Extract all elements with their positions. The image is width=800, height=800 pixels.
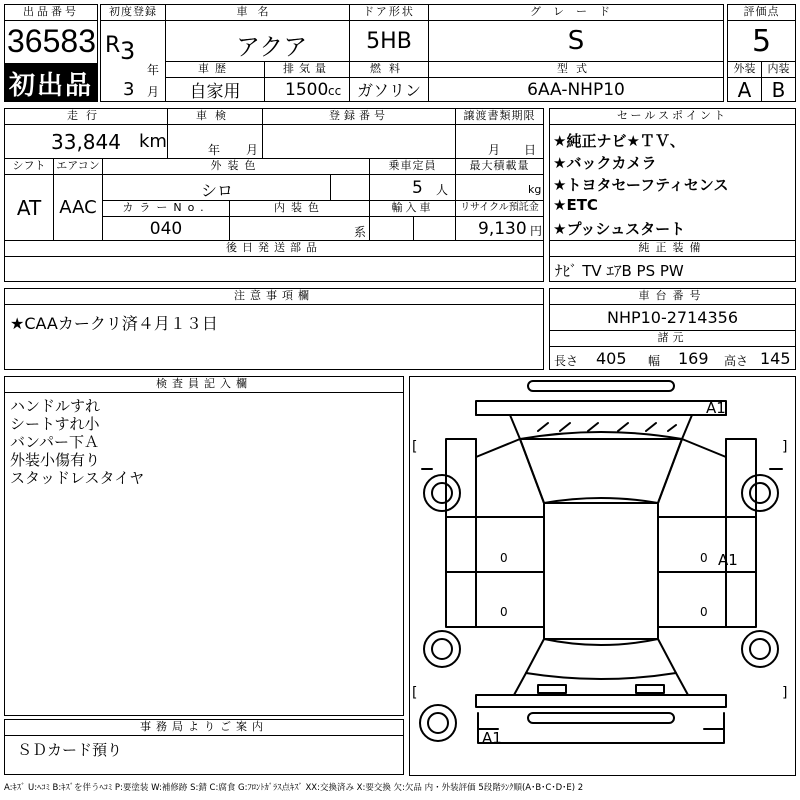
recycle-cell xyxy=(455,216,544,241)
inspector-line-1: ハンドルすれ xyxy=(10,397,101,415)
month: 3 xyxy=(123,79,135,100)
first-reg-label: 初度登録 xyxy=(100,4,166,21)
exterior-color-label: 外装色 xyxy=(102,158,370,175)
inspection-year-unit: 年 xyxy=(208,143,221,157)
inspector-box xyxy=(4,392,404,716)
car-name: アクア xyxy=(236,33,308,61)
displacement: 1500 xyxy=(285,80,329,100)
bracket-left-bottom: [ xyxy=(412,685,418,701)
later-parts-label: 後日発送部品 xyxy=(4,240,544,257)
max-load-unit: kg xyxy=(528,183,542,196)
exterior-color-extra xyxy=(330,174,370,201)
month-unit: 月 xyxy=(147,85,160,99)
transfer-deadline-label: 譲渡書類期限 xyxy=(455,108,544,125)
model-code: 6AA-NHP10 xyxy=(428,77,724,102)
interior-score-label: 内装 xyxy=(761,61,796,78)
car-diagram-box xyxy=(409,376,796,776)
inspector-line-2: シートすれ小 xyxy=(10,415,100,433)
bracket-right-bottom: ] xyxy=(782,685,788,701)
door-type-label: ドア形状 xyxy=(349,4,429,21)
interior-score: B xyxy=(761,77,796,102)
transfer-month-unit: 月 xyxy=(488,143,501,157)
length-label: 長さ xyxy=(554,354,579,368)
mileage-label: 走行 xyxy=(4,108,168,125)
notes-label: 注意事項欄 xyxy=(4,288,544,305)
capacity-cell xyxy=(369,174,456,201)
reg-number-cell xyxy=(262,124,456,159)
fuel-label: 燃料 xyxy=(349,61,429,78)
dimensions-label: 諸元 xyxy=(549,330,796,347)
capacity-label: 乗車定員 xyxy=(369,158,456,175)
zero-mark-right-rear-door: 0 xyxy=(700,605,708,619)
chassis-number: NHP10-2714356 xyxy=(549,304,796,331)
zero-mark-right-front-door: 0 xyxy=(700,551,708,565)
inspection-label: 車検 xyxy=(167,108,263,125)
displacement-cell xyxy=(264,77,350,102)
era: R xyxy=(105,33,121,58)
lot-number-cell xyxy=(4,20,98,64)
sales-point-3: ★トヨタセーフティセンス xyxy=(553,176,729,194)
sales-point-4: ★ETC xyxy=(553,196,598,214)
sales-point-1: ★純正ナビ★ＴＶ、 xyxy=(553,132,685,150)
equipment-label: 純正装備 xyxy=(549,240,796,257)
later-parts-cell xyxy=(4,256,544,282)
shift-label: シフト xyxy=(4,158,54,175)
inspection-cell xyxy=(167,124,263,159)
mileage-cell xyxy=(4,124,168,159)
sales-points-box xyxy=(549,124,796,241)
equipment-cell xyxy=(549,256,796,282)
aircon: AAC xyxy=(53,174,103,241)
sales-point-5: ★プッシュスタート xyxy=(553,220,686,238)
exterior-color: シロ xyxy=(201,181,234,200)
roof xyxy=(544,503,658,639)
inspector-line-3: バンパー下Ａ xyxy=(10,433,99,451)
recycle-label: リサイクル預託金 xyxy=(455,200,544,217)
interior-color-label: 内装色 xyxy=(229,200,370,217)
score-label: 評価点 xyxy=(727,4,796,21)
transfer-day-unit: 日 xyxy=(524,143,537,157)
displacement-unit: cc xyxy=(328,84,342,98)
width: 169 xyxy=(678,349,709,368)
inspection-month-unit: 月 xyxy=(246,143,259,157)
rear-window xyxy=(526,639,676,679)
sales-points-label: セールスポイント xyxy=(549,108,796,125)
notes-box xyxy=(4,304,544,370)
damage-mark-front-right: A1 xyxy=(706,399,726,417)
windshield xyxy=(520,432,682,503)
front-right-wheel xyxy=(742,475,778,511)
history: 自家用 xyxy=(165,77,265,102)
front-bumper-top xyxy=(528,381,674,391)
sales-point-2: ★バックカメラ xyxy=(553,154,657,172)
bracket-left-top: [ xyxy=(412,439,418,455)
max-load-cell xyxy=(455,174,544,201)
width-label: 幅 xyxy=(648,354,661,368)
grade-label: グレード xyxy=(428,4,724,21)
interior-color-unit: 系 xyxy=(354,225,367,239)
year: 3 xyxy=(120,37,136,65)
office-notes-box xyxy=(4,735,404,775)
history-label: 車歴 xyxy=(165,61,265,78)
import-label: 輸入車 xyxy=(369,200,456,217)
shift: AT xyxy=(4,174,54,241)
lot-number-label: 出品番号 xyxy=(4,4,98,21)
aircon-label: エアコン xyxy=(53,158,103,175)
height: 145 xyxy=(760,349,791,368)
height-label: 高さ xyxy=(724,354,749,368)
chassis-label: 車台番号 xyxy=(549,288,796,305)
lot-number: 36583 xyxy=(7,23,96,59)
transfer-deadline-cell xyxy=(455,124,544,159)
recycle-unit: 円 xyxy=(530,224,543,238)
length: 405 xyxy=(596,349,627,368)
car-name-cell xyxy=(165,20,350,62)
model-label: 型式 xyxy=(428,61,724,78)
bracket-right-top: ] xyxy=(782,439,788,455)
fuel: ガソリン xyxy=(349,77,429,102)
capacity-unit: 人 xyxy=(436,183,449,197)
notes-text: ★CAAカークリ済４月１３日 xyxy=(10,314,218,333)
front-left-wheel xyxy=(424,475,460,511)
office-notes-text: ＳＤカード預り xyxy=(17,741,123,759)
damage-mark-rear-bumper: A1 xyxy=(482,729,502,747)
front-bumper xyxy=(476,401,726,415)
rear-right-wheel xyxy=(742,631,778,667)
max-load-label: 最大積載量 xyxy=(455,158,544,175)
spare-wheel xyxy=(420,705,456,741)
car-body-diagram xyxy=(410,377,795,775)
right-body-side xyxy=(726,439,756,627)
year-unit: 年 xyxy=(147,63,160,77)
first-listing-badge: 初出品 xyxy=(4,64,98,102)
first-reg-cell xyxy=(100,20,166,102)
grade: S xyxy=(428,20,724,62)
damage-mark-right-door: A1 xyxy=(718,551,738,569)
inspector-line-4: 外装小傷有り xyxy=(10,451,101,469)
exterior-score-label: 外装 xyxy=(727,61,762,78)
car-name-label: 車名 xyxy=(165,4,350,21)
zero-mark-left-rear-door: 0 xyxy=(500,605,508,619)
recycle-amount: 9,130 xyxy=(478,219,527,239)
office-notes-label: 事務局よりご案内 xyxy=(4,719,404,736)
rear-left-wheel xyxy=(424,631,460,667)
exterior-color-cell xyxy=(102,174,331,201)
damage-legend: A:ｷｽﾞ U:ﾍｺﾐ B:ｷｽﾞを伴うﾍｺﾐ P:要塗装 W:補修跡 S:錆 C:腐食 G:ﾌﾛﾝﾄｶﾞﾗｽ点ｷｽﾞ XX:交換済み X:要交換 欠:欠品 内・外装評価 5段階ﾗﾝｸ順(A･B･C･D･E) 2 xyxy=(4,783,584,793)
left-body-side xyxy=(446,439,476,627)
rear-bumper xyxy=(476,695,726,707)
score: 5 xyxy=(727,20,796,62)
color-no: 040 xyxy=(102,216,230,241)
mileage: 33,844 xyxy=(51,130,121,154)
import-cell-2 xyxy=(413,216,456,241)
mileage-unit: km xyxy=(139,131,167,152)
zero-mark-left-front-door: 0 xyxy=(500,551,508,565)
exterior-score: A xyxy=(727,77,762,102)
door-type: 5HB xyxy=(349,20,429,62)
inspector-line-5: スタッドレスタイヤ xyxy=(10,469,145,487)
equipment: ﾅﾋﾞ TV ｴｱB PS PW xyxy=(555,262,684,280)
capacity: 5 xyxy=(412,178,423,198)
reg-number-label: 登録番号 xyxy=(262,108,456,125)
color-no-label: カラーNo. xyxy=(102,200,230,217)
displacement-label: 排気量 xyxy=(264,61,350,78)
interior-color-cell xyxy=(229,216,370,241)
dimensions-cell xyxy=(549,346,796,370)
inspector-label: 検査員記入欄 xyxy=(4,376,404,393)
import-cell xyxy=(369,216,414,241)
